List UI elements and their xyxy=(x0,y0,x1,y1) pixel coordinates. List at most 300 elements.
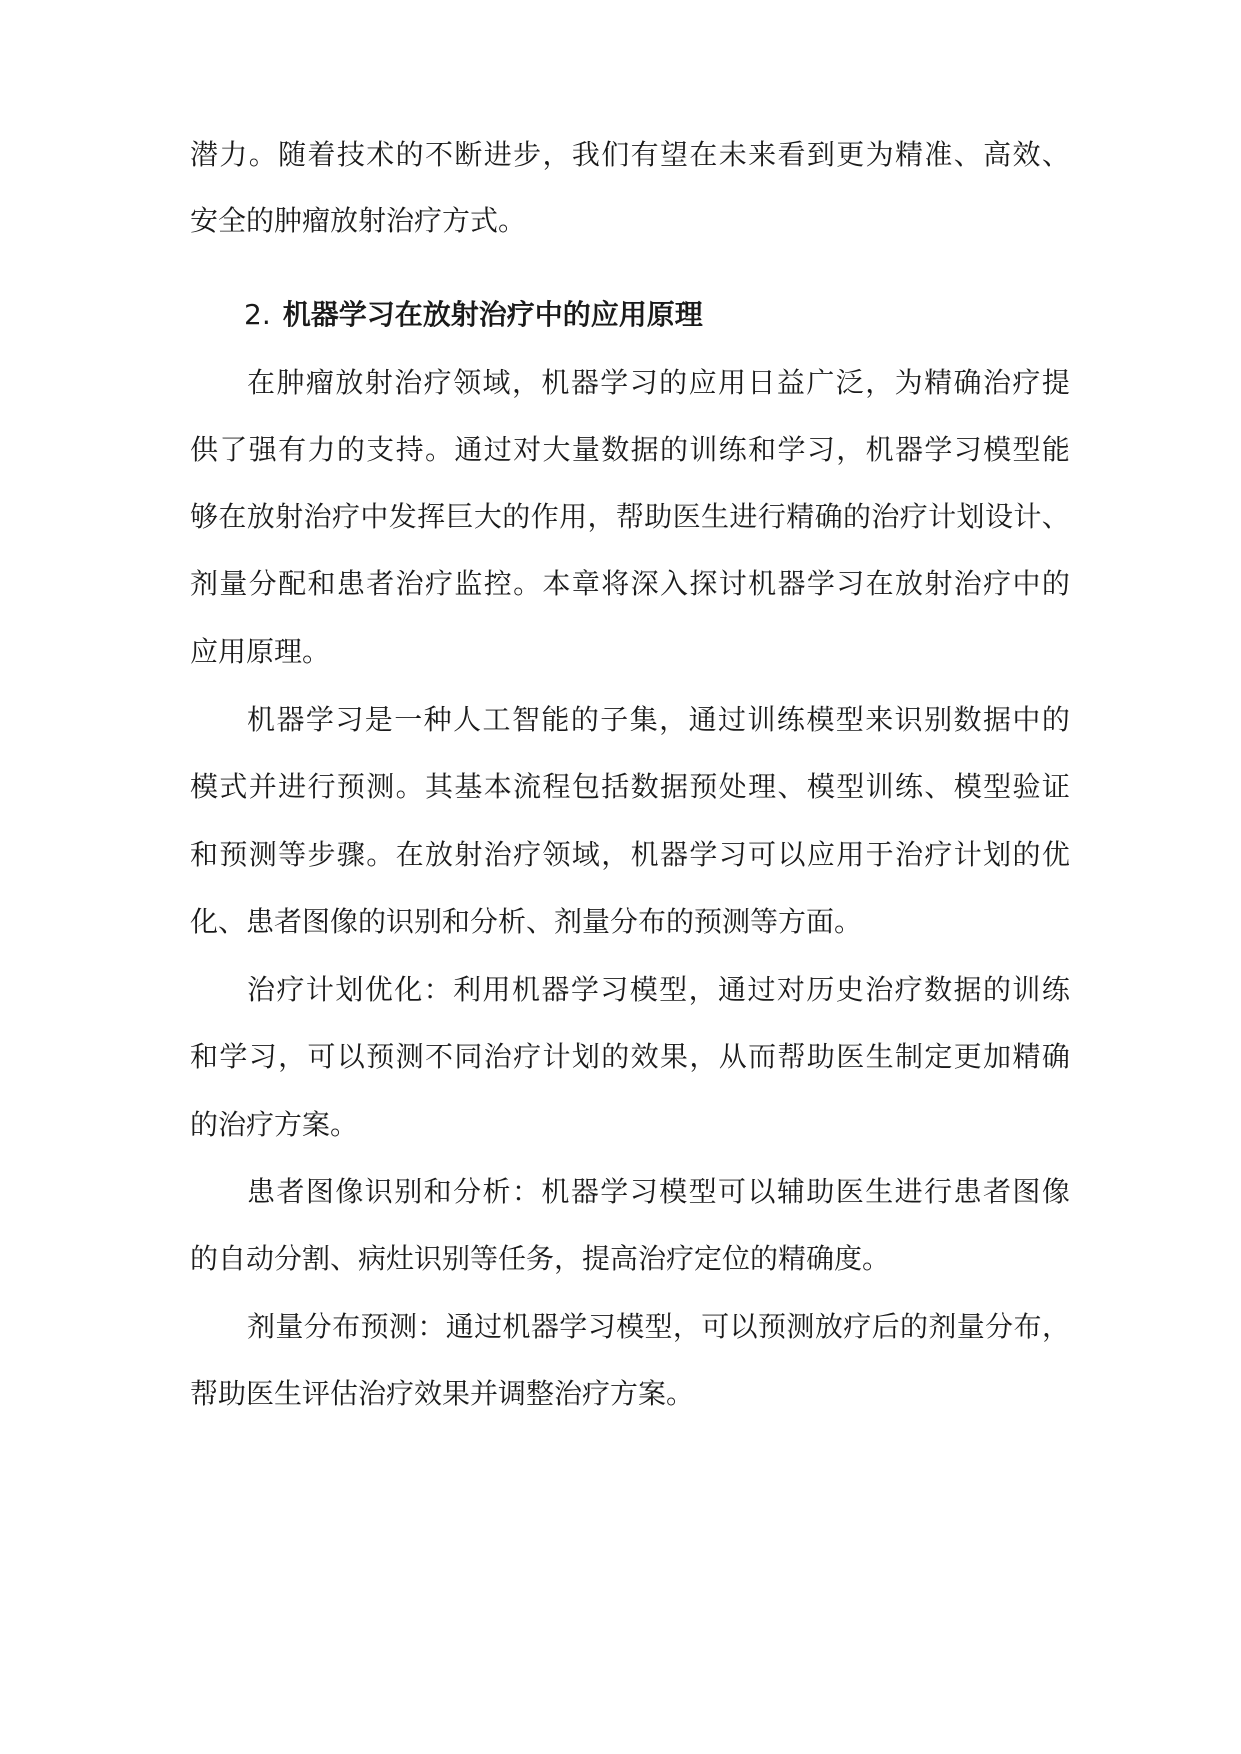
glyph: 配 xyxy=(278,567,307,600)
glyph: 本 xyxy=(542,567,571,600)
glyph: 的 xyxy=(1012,838,1041,871)
paragraph-line xyxy=(247,702,1070,738)
glyph: 机 xyxy=(541,1175,570,1208)
glyph: 治 xyxy=(865,973,894,1006)
glyph: 识 xyxy=(364,1175,393,1208)
glyph: 在 xyxy=(247,366,276,399)
glyph: 化 xyxy=(394,973,423,1006)
section-heading xyxy=(244,297,703,333)
glyph: 型 xyxy=(688,1175,717,1208)
glyph: 以 xyxy=(336,1040,365,1073)
glyph: 、 xyxy=(1041,138,1070,171)
glyph: 在 xyxy=(865,567,894,600)
glyph: 测 xyxy=(786,1310,815,1343)
glyph: 器 xyxy=(660,838,689,871)
glyph: 射 xyxy=(275,500,304,533)
glyph: ， xyxy=(688,973,717,1006)
glyph: 数 xyxy=(630,770,659,803)
glyph: 们 xyxy=(601,138,630,171)
glyph: 过 xyxy=(718,703,747,736)
glyph: 通 xyxy=(718,973,747,1006)
glyph: 以 xyxy=(777,838,806,871)
glyph: 治 xyxy=(247,973,276,1006)
glyph: 治 xyxy=(483,1040,512,1073)
glyph: 疗 xyxy=(843,1310,872,1343)
glyph: 识 xyxy=(894,703,923,736)
glyph: 理 xyxy=(748,770,777,803)
glyph: 效 xyxy=(630,1040,659,1073)
glyph: 力 xyxy=(219,138,248,171)
glyph: 的 xyxy=(502,500,531,533)
glyph: 分 xyxy=(453,1175,482,1208)
glyph: 作 xyxy=(530,500,559,533)
glyph: 训 xyxy=(689,433,718,466)
glyph: 计 xyxy=(928,500,957,533)
glyph: ， xyxy=(689,1040,718,1073)
glyph: 量 xyxy=(219,567,248,600)
glyph: 疗 xyxy=(513,1040,542,1073)
paragraph-line: 的治疗方案。 xyxy=(190,1108,359,1141)
glyph: 机 xyxy=(247,703,276,736)
glyph: 可 xyxy=(748,838,777,871)
glyph: 效 xyxy=(1012,138,1041,171)
paragraph-line xyxy=(190,137,1070,173)
glyph: 可 xyxy=(307,1040,336,1073)
glyph: 练 xyxy=(776,703,805,736)
glyph: 领 xyxy=(453,366,482,399)
glyph: 量 xyxy=(956,1310,985,1343)
glyph: 放 xyxy=(335,366,364,399)
glyph: 能 xyxy=(541,703,570,736)
glyph: 行 xyxy=(757,500,786,533)
glyph: 应 xyxy=(806,838,835,871)
glyph: 工 xyxy=(482,703,511,736)
glyph: 、 xyxy=(1041,500,1070,533)
glyph: 域 xyxy=(482,366,511,399)
glyph: 习 xyxy=(718,838,747,871)
glyph: 别 xyxy=(924,703,953,736)
glyph: 控 xyxy=(483,567,512,600)
glyph: 者 xyxy=(276,1175,305,1208)
glyph: 测 xyxy=(395,1040,424,1073)
glyph: ： xyxy=(511,1175,540,1208)
glyph: 并 xyxy=(248,770,277,803)
glyph: 测 xyxy=(248,838,277,871)
paragraph-line xyxy=(190,566,1070,602)
glyph: 测 xyxy=(366,770,395,803)
glyph: 预 xyxy=(360,1310,389,1343)
glyph: 疗 xyxy=(513,838,542,871)
glyph: 章 xyxy=(571,567,600,600)
glyph: 机 xyxy=(630,838,659,871)
glyph: 学 xyxy=(689,838,718,871)
glyph: 其 xyxy=(425,770,454,803)
glyph: 型 xyxy=(644,1310,673,1343)
glyph: 对 xyxy=(513,433,542,466)
glyph: 据 xyxy=(660,770,689,803)
glyph: 患 xyxy=(247,1175,276,1208)
glyph: 射 xyxy=(454,838,483,871)
glyph: 辅 xyxy=(776,1175,805,1208)
glyph: 泛 xyxy=(835,366,864,399)
glyph: 帮 xyxy=(777,1040,806,1073)
glyph: 习 xyxy=(587,1310,616,1343)
glyph: 治 xyxy=(982,366,1011,399)
paragraph-line: 安全的肿瘤放射治疗方式。 xyxy=(190,204,527,237)
glyph: 习 xyxy=(836,567,865,600)
glyph: 不 xyxy=(425,1040,454,1073)
glyph: 预 xyxy=(366,1040,395,1073)
glyph: 划 xyxy=(983,838,1012,871)
glyph: 放 xyxy=(425,838,454,871)
glyph: 和 xyxy=(190,838,219,871)
glyph: 步 xyxy=(513,138,542,171)
glyph: 到 xyxy=(806,138,835,171)
glyph: 监 xyxy=(454,567,483,600)
glyph: 肿 xyxy=(276,366,305,399)
glyph: 的 xyxy=(395,138,424,171)
glyph: 进 xyxy=(729,500,758,533)
glyph: 器 xyxy=(541,973,570,1006)
paragraph-line: 应用原理。 xyxy=(190,635,331,668)
glyph: ： xyxy=(417,1310,446,1343)
glyph: 优 xyxy=(1041,838,1070,871)
glyph: 的 xyxy=(899,1310,928,1343)
glyph: 供 xyxy=(190,433,219,466)
glyph: 器 xyxy=(777,567,806,600)
paragraph-line xyxy=(190,1039,1070,1075)
glyph: 验 xyxy=(1012,770,1041,803)
glyph: 学 xyxy=(924,433,953,466)
glyph: 通 xyxy=(454,433,483,466)
glyph: 疗 xyxy=(276,973,305,1006)
glyph: 模 xyxy=(659,1175,688,1208)
glyph: 疗 xyxy=(425,567,454,600)
glyph: 历 xyxy=(806,973,835,1006)
glyph: 划 xyxy=(335,973,364,1006)
glyph: 包 xyxy=(571,770,600,803)
glyph: 术 xyxy=(366,138,395,171)
glyph: ， xyxy=(1041,1310,1070,1343)
glyph: 剂 xyxy=(247,1310,276,1343)
glyph: 模 xyxy=(190,770,219,803)
glyph: 助 xyxy=(806,1040,835,1073)
glyph: 计 xyxy=(305,973,334,1006)
glyph: 学 xyxy=(600,1175,629,1208)
glyph: 基 xyxy=(454,770,483,803)
glyph: 种 xyxy=(423,703,452,736)
glyph: 习 xyxy=(248,1040,277,1073)
glyph: 大 xyxy=(473,500,502,533)
glyph: 过 xyxy=(483,433,512,466)
glyph: 为 xyxy=(865,138,894,171)
glyph: 和 xyxy=(423,1175,452,1208)
glyph: 处 xyxy=(718,770,747,803)
glyph: 于 xyxy=(865,838,894,871)
glyph: 的 xyxy=(1041,567,1070,600)
glyph: ， xyxy=(278,1040,307,1073)
glyph: 域 xyxy=(571,838,600,871)
glyph: 器 xyxy=(895,433,924,466)
glyph: 发 xyxy=(388,500,417,533)
glyph: 和 xyxy=(307,567,336,600)
glyph: 和 xyxy=(190,1040,219,1073)
glyph: 应 xyxy=(688,366,717,399)
glyph: 史 xyxy=(835,973,864,1006)
glyph: 来 xyxy=(748,138,777,171)
glyph: 的 xyxy=(601,1040,630,1073)
glyph: 放 xyxy=(814,1310,843,1343)
glyph: 在 xyxy=(689,138,718,171)
glyph: 治 xyxy=(395,567,424,600)
glyph: 机 xyxy=(748,567,777,600)
glyph: 持 xyxy=(395,433,424,466)
glyph: 治 xyxy=(483,838,512,871)
glyph: 支 xyxy=(366,433,395,466)
glyph: 等 xyxy=(278,838,307,871)
glyph: 加 xyxy=(983,1040,1012,1073)
glyph: 准 xyxy=(924,138,953,171)
glyph: 型 xyxy=(659,973,688,1006)
glyph: 进 xyxy=(483,138,512,171)
glyph: 治 xyxy=(953,567,982,600)
glyph: 巨 xyxy=(445,500,474,533)
glyph: 是 xyxy=(364,703,393,736)
glyph: 模 xyxy=(616,1310,645,1343)
glyph: 、 xyxy=(777,770,806,803)
glyph: 生 xyxy=(865,1040,894,1073)
glyph: 训 xyxy=(1012,973,1041,1006)
glyph: 随 xyxy=(278,138,307,171)
glyph: 像 xyxy=(1041,1175,1070,1208)
glyph: 练 xyxy=(895,770,924,803)
glyph: 模 xyxy=(806,770,835,803)
paragraph-line xyxy=(247,1309,1070,1345)
glyph: 模 xyxy=(806,703,835,736)
glyph: 骤 xyxy=(336,838,365,871)
glyph: 治 xyxy=(303,500,332,533)
glyph: 流 xyxy=(513,770,542,803)
glyph: 断 xyxy=(454,138,483,171)
glyph: 机 xyxy=(502,1310,531,1343)
glyph: 习 xyxy=(335,703,364,736)
glyph: 疗 xyxy=(423,366,452,399)
glyph: 看 xyxy=(777,138,806,171)
glyph: 数 xyxy=(601,433,630,466)
glyph: 用 xyxy=(559,500,588,533)
glyph: 更 xyxy=(836,138,865,171)
glyph: 器 xyxy=(276,703,305,736)
glyph: 将 xyxy=(601,567,630,600)
glyph: 量 xyxy=(275,1310,304,1343)
glyph: 分 xyxy=(985,1310,1014,1343)
glyph: 分 xyxy=(248,567,277,600)
glyph: 中 xyxy=(1012,567,1041,600)
glyph: 划 xyxy=(956,500,985,533)
glyph: 来 xyxy=(865,703,894,736)
glyph: 望 xyxy=(660,138,689,171)
glyph: 子 xyxy=(600,703,629,736)
glyph: 优 xyxy=(364,973,393,1006)
glyph: 过 xyxy=(474,1310,503,1343)
glyph: 确 xyxy=(1041,1040,1070,1073)
glyph: ： xyxy=(423,973,452,1006)
glyph: 模 xyxy=(953,770,982,803)
glyph: 。 xyxy=(425,433,454,466)
glyph: 果 xyxy=(660,1040,689,1073)
glyph: 为 xyxy=(894,366,923,399)
glyph: 式 xyxy=(219,770,248,803)
glyph: 一 xyxy=(394,703,423,736)
glyph: 疗 xyxy=(331,500,360,533)
glyph: 图 xyxy=(305,1175,334,1208)
glyph: 放 xyxy=(895,567,924,600)
glyph: 大 xyxy=(542,433,571,466)
glyph: 模 xyxy=(983,433,1012,466)
glyph: 着 xyxy=(307,138,336,171)
glyph: ， xyxy=(659,703,688,736)
glyph: 可 xyxy=(701,1310,730,1343)
glyph: 放 xyxy=(246,500,275,533)
glyph: 习 xyxy=(953,433,982,466)
glyph: 数 xyxy=(924,973,953,1006)
glyph: 练 xyxy=(1041,973,1070,1006)
glyph: 剂 xyxy=(928,1310,957,1343)
glyph: 利 xyxy=(453,973,482,1006)
glyph: 的 xyxy=(659,366,688,399)
glyph: 过 xyxy=(747,973,776,1006)
glyph: 计 xyxy=(1013,500,1042,533)
glyph: 进 xyxy=(278,770,307,803)
glyph: 医 xyxy=(836,1040,865,1073)
glyph: 器 xyxy=(530,1310,559,1343)
glyph: 通 xyxy=(445,1310,474,1343)
glyph: 据 xyxy=(953,973,982,1006)
glyph: 者 xyxy=(366,567,395,600)
glyph: 预 xyxy=(758,1310,787,1343)
paragraph-line xyxy=(247,972,1070,1008)
glyph: 制 xyxy=(895,1040,924,1073)
glyph: ， xyxy=(601,838,630,871)
glyph: 机 xyxy=(865,433,894,466)
glyph: 有 xyxy=(630,138,659,171)
glyph: 患 xyxy=(953,1175,982,1208)
glyph: 探 xyxy=(689,567,718,600)
glyph: 精 xyxy=(1012,1040,1041,1073)
glyph: ， xyxy=(542,138,571,171)
glyph: 治 xyxy=(394,366,423,399)
glyph: 技 xyxy=(336,138,365,171)
glyph: ， xyxy=(672,1310,701,1343)
glyph: 计 xyxy=(953,838,982,871)
glyph: 的 xyxy=(1041,703,1070,736)
glyph: 强 xyxy=(248,433,277,466)
glyph: 在 xyxy=(218,500,247,533)
glyph: 预 xyxy=(219,838,248,871)
glyph: 器 xyxy=(570,1175,599,1208)
glyph: 型 xyxy=(836,770,865,803)
glyph: ， xyxy=(511,366,540,399)
glyph: 程 xyxy=(542,770,571,803)
glyph: 证 xyxy=(1041,770,1070,803)
glyph: 疗 xyxy=(983,567,1012,600)
glyph: 设 xyxy=(984,500,1013,533)
glyph: 治 xyxy=(871,500,900,533)
glyph: 学 xyxy=(600,366,629,399)
glyph: 精 xyxy=(786,500,815,533)
glyph: 讨 xyxy=(718,567,747,600)
glyph: 力 xyxy=(307,433,336,466)
glyph: 。 xyxy=(395,770,424,803)
glyph: 本 xyxy=(483,770,512,803)
glyph: 。 xyxy=(513,567,542,600)
glyph: 可 xyxy=(718,1175,747,1208)
glyph: 学 xyxy=(219,1040,248,1073)
glyph: 、 xyxy=(953,138,982,171)
glyph: 疗 xyxy=(899,500,928,533)
glyph: 型 xyxy=(835,703,864,736)
glyph: 挥 xyxy=(417,500,446,533)
glyph: 布 xyxy=(1013,1310,1042,1343)
glyph: 者 xyxy=(982,1175,1011,1208)
glyph: 学 xyxy=(806,567,835,600)
paragraph-line xyxy=(190,769,1070,805)
glyph: 以 xyxy=(729,1310,758,1343)
glyph: 确 xyxy=(814,500,843,533)
glyph: 的 xyxy=(570,703,599,736)
glyph: 器 xyxy=(570,366,599,399)
glyph: 够 xyxy=(190,500,219,533)
glyph: 在 xyxy=(395,838,424,871)
glyph: 。 xyxy=(248,138,277,171)
glyph: 习 xyxy=(629,1175,658,1208)
paragraph-line xyxy=(247,1174,1070,1210)
paragraph-line xyxy=(190,499,1070,535)
glyph: 测 xyxy=(388,1310,417,1343)
glyph: 确 xyxy=(953,366,982,399)
section-title: 机器学习在放射治疗中的应用原理 xyxy=(282,298,703,331)
glyph: 射 xyxy=(364,366,393,399)
glyph: 析 xyxy=(482,1175,511,1208)
glyph: 划 xyxy=(571,1040,600,1073)
glyph: 和 xyxy=(748,433,777,466)
glyph: 广 xyxy=(806,366,835,399)
glyph: 布 xyxy=(332,1310,361,1343)
glyph: 用 xyxy=(836,838,865,871)
glyph: 行 xyxy=(924,1175,953,1208)
glyph: 中 xyxy=(1012,703,1041,736)
glyph: 型 xyxy=(983,770,1012,803)
glyph: 医 xyxy=(835,1175,864,1208)
glyph: 有 xyxy=(278,433,307,466)
glyph: 同 xyxy=(454,1040,483,1073)
glyph: 益 xyxy=(776,366,805,399)
glyph: 助 xyxy=(806,1175,835,1208)
glyph: 学 xyxy=(559,1310,588,1343)
glyph: 用 xyxy=(482,973,511,1006)
glyph: 集 xyxy=(629,703,658,736)
glyph: 学 xyxy=(777,433,806,466)
glyph: ， xyxy=(587,500,616,533)
glyph: 机 xyxy=(511,973,540,1006)
glyph: 而 xyxy=(748,1040,777,1073)
glyph: 我 xyxy=(571,138,600,171)
glyph: 预 xyxy=(689,770,718,803)
glyph: 用 xyxy=(718,366,747,399)
glyph: 后 xyxy=(871,1310,900,1343)
glyph: 潜 xyxy=(190,138,219,171)
glyph: 习 xyxy=(600,973,629,1006)
